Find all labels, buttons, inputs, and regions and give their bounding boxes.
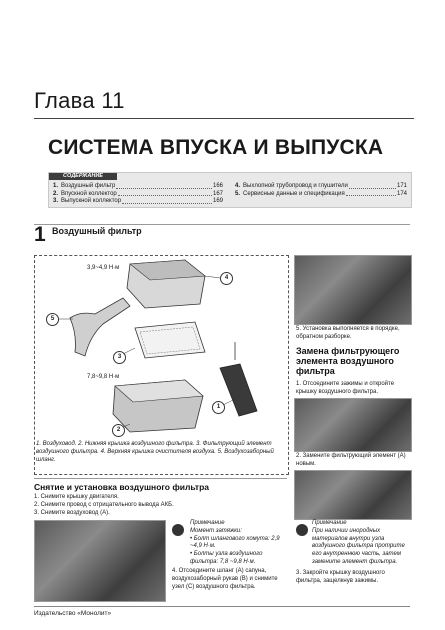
section-rule	[34, 478, 287, 479]
note-line: • Болт шлангового хомута: 2,9 ~4,9 Н·м.	[190, 535, 280, 550]
chapter-divider	[34, 118, 414, 119]
publisher: Издательство «Монолит»	[34, 610, 112, 617]
note-block	[190, 520, 286, 567]
figure-caption: 1. Воздуховод. 2. Нижняя крышка воздушного фильтра. 3. Фильтрующий элемент воздушного фильтра. 4. Верхняя крышка очистителя воздуха. 5. Воздухозаборный шланг.	[36, 441, 274, 463]
step-text: 1. Отсоедините зажимы и откройте крышку воздушного фильтра.	[296, 381, 395, 395]
air-filter-diagram	[35, 256, 288, 441]
duct-photo	[34, 520, 166, 602]
chapter-number: Глава 11	[34, 88, 125, 113]
toc-item[interactable]: 3. Выпускной коллектор 169	[53, 198, 223, 204]
step-text: 3. Закройте крышку воздушного фильтра, защелкнув зажимы.	[296, 570, 385, 584]
subsection-heading: Снятие и установка воздушного фильтра	[34, 482, 209, 492]
step-text: 5. Установка выполняется в порядке, обратном разборке.	[296, 326, 400, 340]
note-icon	[296, 524, 308, 536]
callout-number: 2	[112, 424, 125, 437]
note-icon	[172, 524, 184, 536]
note-line: При наличии инородных материалов внутри узла воздушного фильтра протрите его внутреннюю часть, затем замените элемент фильтра.	[312, 527, 405, 565]
section-title: Воздушный фильтр	[52, 226, 142, 236]
table-of-contents	[48, 172, 412, 208]
step-text: 4. Отсоедините шланг (A) сапуна, воздухозаборный рукав (B) и снимите узел (C) воздушного фильтра.	[172, 568, 278, 590]
section-number: 1	[34, 223, 46, 246]
step-text: 2. Снимите провод с отрицательного вывода АКБ.	[34, 501, 174, 508]
note-title: Примечание	[312, 520, 347, 526]
torque-label: 3,9~4,9 Н·м	[87, 265, 120, 271]
callout-number: 1	[212, 401, 225, 414]
step-text: 3. Снимите воздуховод (A).	[34, 509, 110, 516]
page-title: СИСТЕМА ВПУСКА И ВЫПУСКА	[48, 136, 384, 159]
callout-number: 4	[220, 272, 233, 285]
step-text: 1. Снимите крышку двигателя.	[34, 494, 119, 500]
note-line: • Болты узла воздушного фильтра: 7,8 ~9,8 Н·м.	[190, 551, 263, 565]
toc-item[interactable]: 4. Выхлопной трубопровод и глушители 171	[235, 183, 407, 189]
toc-item[interactable]: 5. Сервисные данные и спецификация 174	[235, 190, 407, 197]
note-title: Примечание	[190, 520, 225, 526]
toc-item[interactable]: 2. Впускной коллектор 167	[53, 190, 223, 197]
filter-photo	[294, 398, 412, 452]
torque-label: 7,8~9,8 Н·м	[87, 374, 120, 380]
engine-photo	[294, 255, 412, 325]
steps-list	[34, 494, 284, 517]
toc-item[interactable]: 1. Воздушный фильтр 166	[53, 183, 223, 189]
callout-number: 5	[46, 313, 59, 326]
element-photo	[294, 470, 412, 520]
toc-heading: СОДЕРЖАНИЕ	[49, 173, 117, 180]
step-text: 2. Замените фильтрующий элемент (А) новым.	[296, 453, 406, 467]
callout-number: 3	[113, 351, 126, 364]
note-sub: Момент затяжки:	[190, 527, 242, 534]
note-block	[312, 520, 410, 567]
subsection-heading: Замена фильтрующего элемента воздушного фильтра	[296, 346, 400, 376]
footer-rule	[34, 606, 410, 607]
